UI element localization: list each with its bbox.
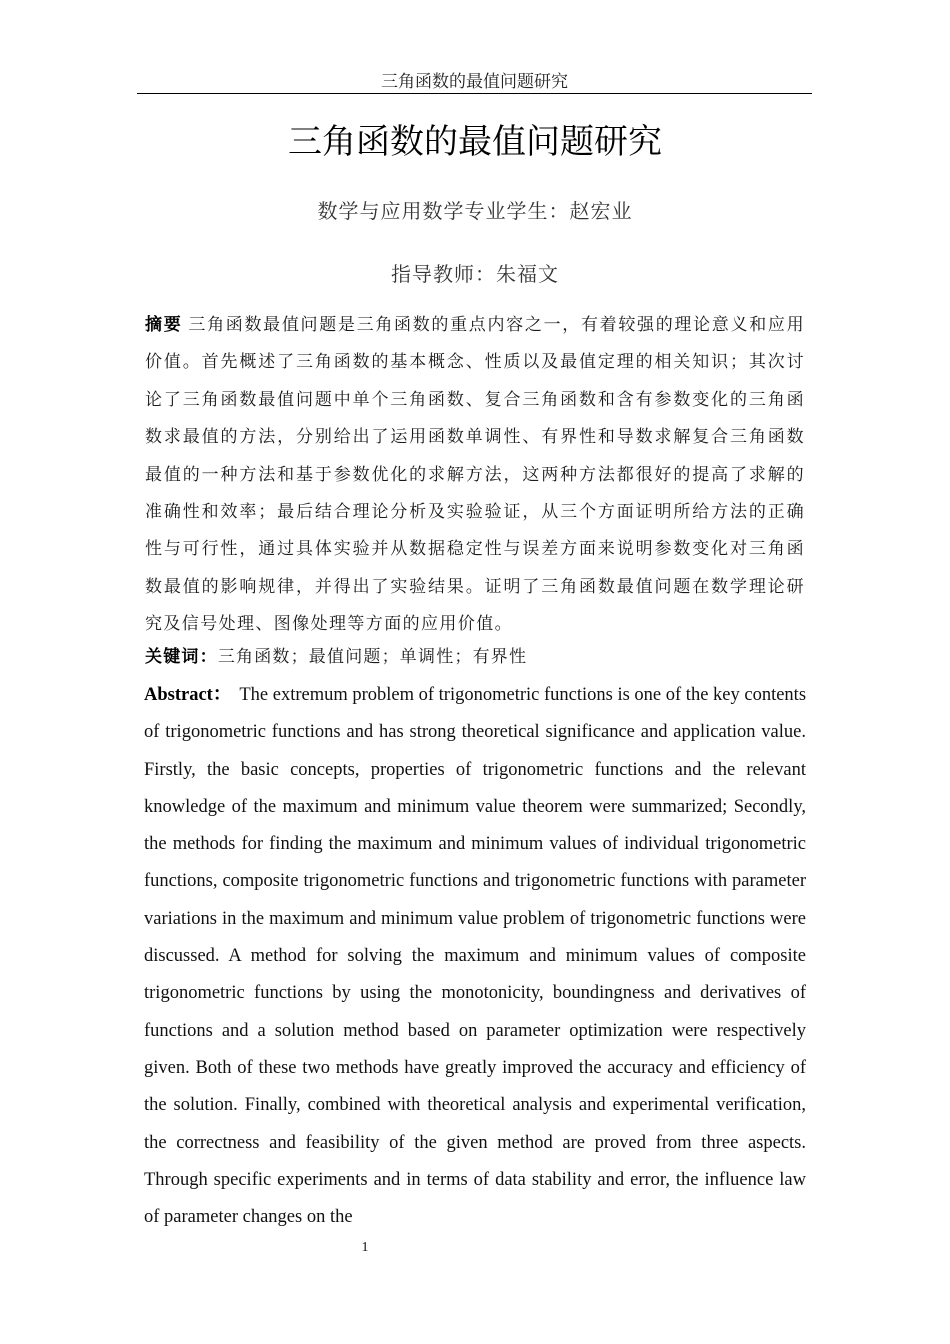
author-line: 数学与应用数学专业学生：赵宏业 [317,199,633,223]
page-number: 1 [361,1240,369,1255]
keywords-label: 关键词： [145,647,218,667]
abstract-chinese-label: 摘要 [145,315,183,335]
keywords-chinese [145,641,805,673]
abstract-chinese-text: 三角函数最值问题是三角函数的重点内容之一，有着较强的理论意义和应用价值。首先概述了三角函数的基本概念、性质以及最值定理的相关知识；其次讨论了三角函数最值问题中单个三角函数、复合三角函数和含有参数变化的三角函数求最值的方法，分别给出了运用函数单调性、有界性和导数求解复合三角函数最值的一种方法和基于参数优化的求解方法，这两种方法都很好的提高了求解的准确性和效率；最后结合理论分析及实验验证，从三个方面证明所给方法的正确性与可行性，通过具体实验并从数据稳定性与误差方面来说明参数变化对三角函数最值的影响规律，并得出了实验结果。证明了三角函数最值问题在数学理论研究及信号处理、图像处理等方面的应用价值。 [145,315,805,635]
abstract-english-label: Abstract： [144,685,232,705]
advisor-line: 指导教师：朱福文 [391,262,559,286]
abstract-chinese [145,307,805,644]
abstract-english [144,677,806,1235]
keywords-text: 三角函数；最值问题；单调性；有界性 [217,647,528,667]
paper-title: 三角函数的最值问题研究 [288,122,662,162]
running-header: 三角函数的最值问题研究 [381,72,568,92]
abstract-english-text: The extremum problem of trigonometric functions is one of the key contents of trigonometric functions and has strong theoretical significance and application value. Firstly, the basic concepts, properties of trigonometric functions and the relevant knowledge of the maximum and minimum value theorem were summarized; Secondly, the methods for finding the maximum and minimum values of individual trigonometric functions, composite trigonometric functions and trigonometric functions with parameter variations in the maximum and minimum value problem of trigonometric functions were discussed. A method for solving the maximum and minimum values of composite trigonometric functions by using the monotonicity, boundingness and derivatives of functions and a solution method based on parameter optimization were respectively given. Both of these two methods have greatly improved the accuracy and efficiency of the solution. Finally, combined with theoretical analysis and experimental verification, the correctness and feasibility of the given method are proved from three aspects. Through specific experiments and in terms of data stability and error, the influence law of parameter changes on the [144,685,806,1228]
header-rule [137,93,812,94]
